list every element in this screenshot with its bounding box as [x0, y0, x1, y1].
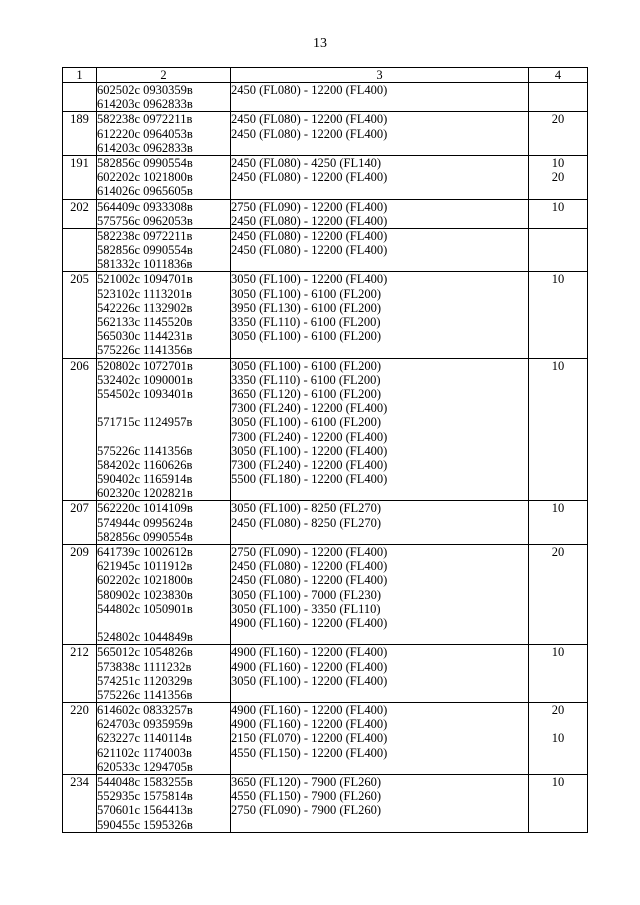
- coordinate-pair: 565012с 1054826в: [97, 645, 193, 660]
- coordinate-pair: 590455с 1595326в: [97, 817, 193, 832]
- value: 10: [551, 645, 565, 660]
- row-number-cell: [63, 703, 97, 775]
- coordinate-pair: 581332с 1011836в: [97, 257, 193, 272]
- value: 10: [551, 155, 565, 170]
- flight-level-range: 4550 (FL150) - 12200 (FL400): [231, 745, 388, 760]
- flight-level-range: 2450 (FL080) - 12200 (FL400): [231, 228, 388, 243]
- table-row: [63, 501, 588, 545]
- table-body: [63, 83, 588, 833]
- flight-level-range: 2450 (FL080) - 12200 (FL400): [231, 112, 388, 127]
- flight-level-range: 2450 (FL080) - 12200 (FL400): [231, 559, 388, 574]
- table-row: [63, 703, 588, 775]
- table-row: [63, 545, 588, 645]
- row-number-cell: [63, 775, 97, 833]
- levels-cell: [231, 228, 529, 272]
- table-row: [63, 112, 588, 156]
- flight-level-range: 3050 (FL100) - 6100 (FL200): [231, 286, 381, 301]
- value-cell: [529, 155, 588, 199]
- table-row: [63, 775, 588, 833]
- row-number: 212: [70, 645, 89, 660]
- coordinate-pair: 575226с 1141356в: [97, 443, 193, 458]
- value-cell: [529, 545, 588, 645]
- coordinate-pair: 565030с 1144231в: [97, 329, 193, 344]
- flight-level-range: 4900 (FL160) - 12200 (FL400): [231, 615, 388, 630]
- value-cell: [529, 501, 588, 545]
- value-cell: [529, 112, 588, 156]
- flight-level-range: 7300 (FL240) - 12200 (FL400): [231, 429, 388, 444]
- flight-level-range: 2450 (FL080) - 12200 (FL400): [231, 573, 388, 588]
- coordinate-pair: 602202с 1021800в: [97, 573, 193, 588]
- coordinates-cell: [97, 545, 231, 645]
- value: 20: [551, 703, 565, 718]
- flight-level-range: 4900 (FL160) - 12200 (FL400): [231, 659, 388, 674]
- coordinate-pair: 590402с 1165914в: [97, 472, 193, 487]
- coordinate-pair: 532402с 1090001в: [97, 372, 193, 387]
- flight-level-range: 3050 (FL100) - 6100 (FL200): [231, 329, 381, 344]
- coordinates-cell: [97, 199, 231, 228]
- value-cell: [529, 199, 588, 228]
- value-cell: [529, 703, 588, 775]
- coordinates-cell: [97, 272, 231, 358]
- row-number-cell: [63, 272, 97, 358]
- row-number: 206: [70, 358, 89, 373]
- value: [529, 717, 587, 731]
- flight-level-range: 5500 (FL180) - 12200 (FL400): [231, 472, 388, 487]
- row-number: 191: [70, 155, 89, 170]
- table-row: [63, 645, 588, 703]
- header-col-4: 4: [529, 68, 588, 83]
- coordinate-pair: 582238с 0972211в: [97, 228, 193, 243]
- row-number: [63, 229, 96, 243]
- coordinates-cell: [97, 703, 231, 775]
- coordinate-pair: 584202с 1160626в: [97, 457, 193, 472]
- coordinate-pair: 552935с 1575814в: [97, 789, 193, 804]
- value-cell: [529, 83, 588, 112]
- levels-cell: [231, 703, 529, 775]
- value: 20: [551, 170, 565, 185]
- flight-level-range: 2750 (FL090) - 12200 (FL400): [231, 545, 388, 559]
- coordinate-pair: 520802с 1072701в: [97, 358, 193, 373]
- flight-level-range: 3050 (FL100) - 7000 (FL230): [231, 587, 381, 602]
- flight-level-range: 4900 (FL160) - 12200 (FL400): [231, 717, 388, 732]
- flight-level-range: 3350 (FL110) - 6100 (FL200): [231, 315, 381, 329]
- row-number-cell: [63, 501, 97, 545]
- flight-level-range: 2450 (FL080) - 4250 (FL140): [231, 155, 381, 170]
- coordinates-cell: [97, 228, 231, 272]
- coordinate-pair: 602320с 1202821в: [97, 486, 193, 501]
- flight-level-range: 2750 (FL090) - 7900 (FL260): [231, 803, 381, 818]
- value: 20: [551, 112, 565, 127]
- flight-level-range: 3050 (FL100) - 12200 (FL400): [231, 443, 388, 458]
- coordinates-cell: [97, 112, 231, 156]
- value-cell: [529, 272, 588, 358]
- coordinate-pair: 564409с 0933308в: [97, 199, 193, 214]
- flight-level-range: 3950 (FL130) - 6100 (FL200): [231, 300, 381, 315]
- coordinate-pair: 554502с 1093401в: [97, 386, 193, 401]
- coordinate-pair: 571715с 1124957в: [97, 415, 193, 430]
- coordinate-pair: 623227с 1140114в: [97, 731, 192, 746]
- coordinate-pair: 641739с 1002612в: [97, 545, 193, 559]
- coordinate-pair: 580902с 1023830в: [97, 587, 193, 602]
- coordinate-pair: [97, 430, 230, 444]
- coordinate-pair: 614203с 0962833в: [97, 140, 193, 155]
- header-col-1: 1: [63, 68, 97, 83]
- flight-level-range: 2450 (FL080) - 8250 (FL270): [231, 515, 381, 530]
- row-number: 189: [70, 112, 89, 127]
- coordinate-pair: 614203с 0962833в: [97, 97, 193, 112]
- coordinate-pair: [97, 401, 230, 415]
- coordinate-pair: 621102с 1174003в: [97, 745, 192, 760]
- coordinate-pair: 602202с 1021800в: [97, 170, 193, 185]
- coordinate-pair: 575756с 0962053в: [97, 213, 193, 228]
- flight-level-range: 3050 (FL100) - 8250 (FL270): [231, 501, 381, 516]
- flight-level-range: 2150 (FL070) - 12200 (FL400): [231, 731, 388, 746]
- flight-level-range: 2450 (FL080) - 12200 (FL400): [231, 243, 388, 258]
- value: 10: [551, 501, 565, 516]
- row-number: 202: [70, 199, 89, 214]
- coordinate-pair: 624703с 0935959в: [97, 717, 193, 732]
- row-number-cell: [63, 112, 97, 156]
- coordinate-pair: [97, 616, 230, 630]
- levels-cell: [231, 112, 529, 156]
- flight-level-range: 2450 (FL080) - 12200 (FL400): [231, 170, 388, 185]
- flight-level-range: 3650 (FL120) - 6100 (FL200): [231, 386, 381, 401]
- flight-level-range: 2450 (FL080) - 12200 (FL400): [231, 213, 388, 228]
- flight-level-range: 3050 (FL100) - 12200 (FL400): [231, 673, 388, 688]
- coordinates-cell: [97, 155, 231, 199]
- table-row: [63, 358, 588, 501]
- levels-cell: [231, 501, 529, 545]
- value: 10: [551, 358, 565, 373]
- flight-level-range: 4900 (FL160) - 12200 (FL400): [231, 645, 388, 660]
- levels-cell: [231, 155, 529, 199]
- coordinates-cell: [97, 501, 231, 545]
- levels-cell: [231, 775, 529, 833]
- coordinate-pair: 573838с 1111232в: [97, 659, 192, 674]
- coordinate-pair: 574944с 0995624в: [97, 515, 193, 530]
- coordinate-pair: 562220с 1014109в: [97, 501, 193, 516]
- value-cell: [529, 358, 588, 501]
- flight-level-range: 3050 (FL100) - 3350 (FL110): [231, 601, 381, 616]
- row-number-cell: [63, 199, 97, 228]
- levels-cell: [231, 199, 529, 228]
- row-number: 209: [70, 545, 89, 559]
- coordinates-cell: [97, 775, 231, 833]
- page-number: 13: [313, 36, 327, 51]
- coordinate-pair: 574251с 1120329в: [97, 673, 193, 688]
- airspace-table: [62, 67, 588, 833]
- row-number-cell: [63, 155, 97, 199]
- value: [529, 83, 587, 97]
- coordinate-pair: 621945с 1011912в: [97, 559, 193, 574]
- value: 10: [551, 199, 565, 214]
- flight-level-range: 2450 (FL080) - 12200 (FL400): [231, 83, 388, 97]
- coordinate-pair: 582856с 0990554в: [97, 529, 193, 544]
- levels-cell: [231, 272, 529, 358]
- value-cell: [529, 645, 588, 703]
- coordinate-pair: 602502с 0930359в: [97, 83, 193, 97]
- row-number: 220: [70, 703, 89, 718]
- row-number: 205: [70, 272, 89, 287]
- header-col-3: 3: [231, 68, 529, 83]
- row-number-cell: [63, 645, 97, 703]
- value: 10: [551, 272, 565, 287]
- flight-level-range: 7300 (FL240) - 12200 (FL400): [231, 401, 388, 416]
- row-number: 234: [70, 775, 89, 789]
- value: 10: [551, 731, 565, 746]
- value: 20: [551, 545, 565, 559]
- table-header-row: [63, 68, 588, 83]
- coordinate-pair: 575226с 1141356в: [97, 687, 193, 702]
- coordinate-pair: 570601с 1564413в: [97, 803, 193, 818]
- value: [529, 229, 587, 243]
- coordinate-pair: 523102с 1113201в: [97, 286, 192, 301]
- flight-level-range: 2450 (FL080) - 12200 (FL400): [231, 126, 388, 141]
- flight-level-range: 3050 (FL100) - 12200 (FL400): [231, 272, 388, 287]
- coordinate-pair: 575226с 1141356в: [97, 343, 193, 358]
- coordinate-pair: 524802с 1044849в: [97, 630, 193, 645]
- row-number-cell: [63, 83, 97, 112]
- coordinate-pair: 582856с 0990554в: [97, 243, 193, 258]
- row-number: 207: [70, 501, 89, 516]
- levels-cell: [231, 358, 529, 501]
- coordinates-cell: [97, 645, 231, 703]
- coordinate-pair: 542226с 1132902в: [97, 300, 193, 315]
- table-row: [63, 272, 588, 358]
- table-row: [63, 155, 588, 199]
- coordinate-pair: 521002с 1094701в: [97, 272, 193, 287]
- row-number-cell: [63, 358, 97, 501]
- coordinate-pair: 620533с 1294705в: [97, 759, 193, 774]
- row-number: [63, 83, 96, 97]
- table-row: [63, 199, 588, 228]
- flight-level-range: 3050 (FL100) - 6100 (FL200): [231, 415, 381, 430]
- levels-cell: [231, 83, 529, 112]
- header-col-2: 2: [97, 68, 231, 83]
- table-row: [63, 83, 588, 112]
- flight-level-range: 2750 (FL090) - 12200 (FL400): [231, 199, 388, 214]
- coordinate-pair: 614602с 0833257в: [97, 703, 193, 718]
- flight-level-range: 3350 (FL110) - 6100 (FL200): [231, 372, 381, 387]
- value-cell: [529, 775, 588, 833]
- coordinate-pair: 614026с 0965605в: [97, 184, 193, 199]
- coordinates-cell: [97, 83, 231, 112]
- value-cell: [529, 228, 588, 272]
- coordinate-pair: 582238с 0972211в: [97, 112, 193, 127]
- row-number-cell: [63, 228, 97, 272]
- coordinate-pair: 544048с 1583255в: [97, 775, 193, 789]
- table-row: [63, 228, 588, 272]
- coordinate-pair: 582856с 0990554в: [97, 155, 193, 170]
- value: 10: [551, 775, 565, 789]
- flight-level-range: 4550 (FL150) - 7900 (FL260): [231, 789, 381, 804]
- coordinate-pair: 544802с 1050901в: [97, 601, 193, 616]
- coordinate-pair: 612220с 0964053в: [97, 126, 193, 141]
- coordinate-pair: 562133с 1145520в: [97, 315, 193, 329]
- levels-cell: [231, 645, 529, 703]
- flight-level-range: 3650 (FL120) - 7900 (FL260): [231, 775, 381, 789]
- levels-cell: [231, 545, 529, 645]
- row-number-cell: [63, 545, 97, 645]
- flight-level-range: 3050 (FL100) - 6100 (FL200): [231, 358, 381, 373]
- coordinates-cell: [97, 358, 231, 501]
- flight-level-range: 4900 (FL160) - 12200 (FL400): [231, 703, 388, 718]
- flight-level-range: 7300 (FL240) - 12200 (FL400): [231, 457, 388, 472]
